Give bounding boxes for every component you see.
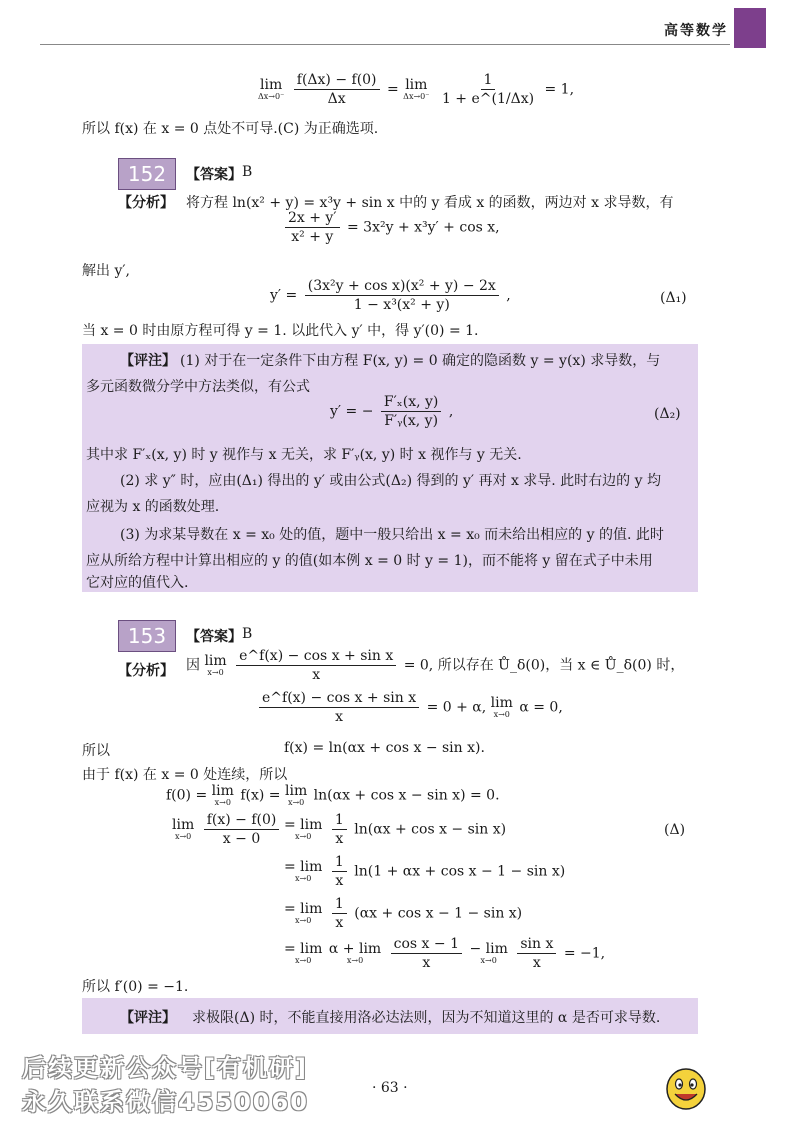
formula-tag: (Δ₂) (654, 406, 681, 422)
answer-value: B (242, 626, 253, 642)
eq-152-2 (270, 278, 511, 313)
frac-num: F′ₓ(x, y) (381, 394, 441, 412)
sec0-conclusion: 所以 f(x) 在 x = 0 点处不可导.(C) 为正确选项. (82, 121, 379, 137)
lim-sub: x→0 (174, 832, 192, 841)
frac-num: f(Δx) − f(0) (294, 72, 380, 90)
lim-word: lim (405, 77, 428, 93)
frac-num: 1 (332, 812, 347, 830)
lim-sub: x→0 (346, 956, 364, 965)
eq-mid: = (386, 81, 399, 98)
analysis-line-1 (186, 648, 684, 683)
frac-den: x (422, 955, 431, 971)
eq-comma: , (506, 287, 511, 304)
frac-den: x (335, 873, 344, 889)
derivation-row-1 (284, 812, 506, 847)
watermark-line-1: 后续更新公众号[有机研] (22, 1054, 308, 1082)
final-result: 所以 f′(0) = −1. (82, 979, 189, 995)
so1-eq: f(x) = ln(αx + cos x − sin x). (284, 740, 485, 756)
frac-num: (3x²y + cos x)(x² + y) − 2x (305, 278, 499, 296)
lim-sub: x→0 (287, 798, 305, 807)
note-p1a: (1) 对于在一定条件下由方程 F(x, y) = 0 确定的隐函数 y = y(x) 求导数，与 (180, 353, 661, 369)
lim-sub: x→0 (493, 710, 510, 719)
frac-den: x² + y (291, 229, 334, 245)
a2-post: = 0 + α, (426, 699, 487, 716)
smiley-icon (664, 1064, 708, 1112)
header-rule (40, 44, 730, 45)
header-color-tab (734, 8, 766, 48)
lim-word: lim (284, 783, 308, 799)
lim-sub: x→0 (295, 874, 312, 883)
row-end: = −1, (563, 945, 606, 962)
page-number: · 63 · (372, 1080, 408, 1096)
frac-den: x (335, 709, 343, 725)
row-post: ln(αx + cos x − sin x) (354, 821, 507, 838)
derivation-row-3 (284, 896, 522, 931)
frac-den: 1 − x³(x² + y) (353, 297, 450, 313)
note-box (82, 344, 698, 592)
lim-sub: x→0 (295, 832, 312, 841)
derivation-row-4 (284, 936, 605, 971)
frac-num: 2x + y′ (285, 210, 340, 228)
f0-end: ln(αx + cos x − sin x) = 0. (313, 787, 500, 804)
header-title: 高等数学 (664, 23, 728, 39)
lim-word: lim (204, 653, 227, 669)
lim-word: = lim (284, 817, 323, 833)
formula-lhs: y′ = − (330, 403, 374, 420)
a1-pre: 因 (186, 657, 200, 674)
frac-den: x (335, 831, 344, 847)
lim-word: lim (260, 77, 283, 93)
frac-den: x − 0 (222, 831, 261, 847)
eq-end: = 1, (544, 81, 575, 98)
question-number-153: 153 (118, 620, 176, 652)
lim-word: lim (211, 783, 234, 799)
frac-den: 1 + e^(1/Δx) (441, 91, 535, 107)
answer-value: B (242, 164, 253, 180)
question-number-152: 152 (118, 158, 176, 190)
f0-lhs: f(0) = (166, 787, 208, 804)
note-p1c: 其中求 F′ₓ(x, y) 时 y 视作与 x 无关，求 F′ᵧ(x, y) 时 x 视作与 y 无关. (86, 447, 522, 463)
f0-line (166, 784, 500, 807)
lim-word: lim (490, 695, 513, 711)
analysis-label: 【分析】 (118, 663, 174, 679)
frac-den: x (335, 915, 344, 931)
frac-num: 1 (332, 896, 347, 914)
lim-sub: x→0 (295, 956, 312, 965)
eq-top-limit (258, 72, 574, 107)
answer-label: 【答案】 (186, 167, 242, 183)
note-text: 求极限(Δ) 时，不能直接用洛必达法则，因为不知道这里的 α 是否可求导数. (192, 1010, 661, 1026)
formula-comma: , (448, 403, 454, 420)
note-label: 【评注】 (120, 1010, 176, 1026)
lim-sub: x→0 (295, 916, 312, 925)
eq-rhs: = 3x²y + x³y′ + cos x, (346, 219, 500, 236)
frac-den: F′ᵧ(x, y) (384, 413, 439, 429)
frac-num: 1 (481, 72, 496, 90)
delta-tag: (Δ) (664, 822, 686, 838)
lim-sub: x→0 (214, 798, 231, 807)
solve-line: 解出 y′, (82, 263, 130, 279)
lim-word: lim (172, 817, 195, 833)
row-post: (αx + cos x − 1 − sin x) (354, 905, 523, 922)
so1-label: 所以 (82, 743, 110, 759)
lim-sub: x→0 (207, 668, 224, 677)
a2-end: α = 0, (519, 699, 563, 716)
lim-word: = lim (284, 941, 323, 957)
lim-sub: Δx→0⁻ (403, 92, 430, 101)
note-p3a: (3) 为求某导数在 x = x₀ 处的值，题中一般只给出 x = x₀ 而未给出相应的 y 的值. 此时 (120, 527, 664, 543)
note-p1b: 多元函数微分学中方法类似，有公式 (86, 379, 310, 395)
frac-num: e^f(x) − cos x + sin x (236, 648, 396, 666)
lim-word: α + lim (328, 941, 382, 957)
frac-den: Δx (327, 91, 346, 107)
a1-post: = 0, 所以存在 Ů_δ(0)，当 x ∈ Ů_δ(0) 时， (403, 657, 685, 674)
note-p2b: 应视为 x 的函数处理. (86, 499, 220, 515)
frac-num: sin x (517, 936, 556, 954)
note-label: 【评注】 (120, 353, 176, 369)
lim-sub: Δx→0⁻ (258, 92, 285, 101)
frac-num: e^f(x) − cos x + sin x (259, 690, 419, 708)
lim-word: − lim (469, 941, 508, 957)
note-box (82, 998, 698, 1034)
frac-den: x (312, 667, 321, 683)
analysis-text: 将方程 ln(x² + y) = x³y + sin x 中的 y 看成 x 的函数，两边对 x 求导数，有 (186, 195, 674, 211)
lim-word: = lim (284, 901, 323, 917)
note-p3c: 它对应的值代入. (86, 575, 189, 591)
frac-num: f(x) − f(0) (204, 812, 280, 830)
eq-152-1 (282, 210, 500, 245)
derivative-lhs (172, 812, 282, 847)
answer-label: 【答案】 (186, 629, 242, 645)
watermark-line-2: 永久联系微信4550060 (22, 1088, 309, 1116)
note-formula (330, 394, 453, 429)
lim-word: = lim (284, 859, 323, 875)
row-post: ln(1 + αx + cos x − 1 − sin x) (354, 863, 566, 880)
note-p3b: 应从所给方程中计算出相应的 y 的值(如本例 x = 0 时 y = 1)，而不能将 y 留在式子中未用 (86, 553, 653, 569)
frac-num: 1 (332, 854, 347, 872)
eq-lhs: y′ = (270, 287, 298, 304)
analysis-label: 【分析】 (118, 195, 174, 211)
analysis-line-2 (256, 690, 563, 725)
f0-mid: f(x) = (240, 787, 281, 804)
frac-num: cos x − 1 (391, 936, 462, 954)
note-p2a: (2) 求 y″ 时，应由(Δ₁) 得出的 y′ 或由公式(Δ₂) 得到的 y′ 再对 x 求导. 此时右边的 y 均 (120, 473, 661, 489)
eq-tag: (Δ₁) (660, 290, 687, 306)
lim-sub: x→0 (480, 956, 497, 965)
result-line: 当 x = 0 时由原方程可得 y = 1. 以此代入 y′ 中，得 y′(0) = 1. (82, 323, 479, 339)
continuity-line: 由于 f(x) 在 x = 0 处连续，所以 (82, 767, 288, 783)
derivation-row-2 (284, 854, 565, 889)
frac-den: x (532, 955, 541, 971)
